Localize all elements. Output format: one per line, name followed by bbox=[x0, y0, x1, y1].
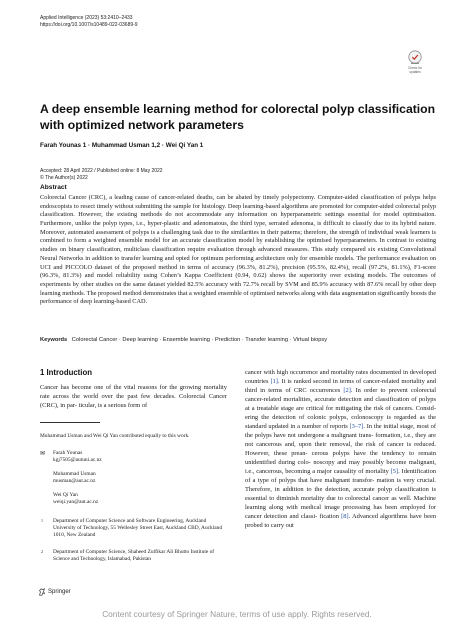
affiliation-item bbox=[40, 549, 230, 563]
section-heading-introduction: 1 Introduction bbox=[40, 368, 92, 377]
springer-horse-icon bbox=[38, 588, 46, 596]
intro-text: . It is ranked second in terms of cancer-related mortality and third in terms of CRC occurrences bbox=[245, 378, 436, 394]
author-email[interactable]: kgj7505@autuni.ac.nz bbox=[53, 457, 102, 464]
author-email[interactable]: musman@aut.ac.nz bbox=[53, 478, 96, 485]
journal-header bbox=[40, 15, 138, 29]
author-name: Wei Qi Yan bbox=[53, 492, 78, 498]
citation-link[interactable]: [2] bbox=[343, 387, 351, 394]
abstract-text: Colorectal Cancer (CRC), a leading cause of cancer-related deaths, can be abated by timely polypectomy. Computer-aided classification of polyps helps endoscopists to resect timely without submitting the sample for histology. Deep learning-based algorithms are promoted for computer-aided colorectal polyp classification. However, the existing methods do not accommodate any information on hyperparametric settings essential for model optimisation. Furthermore, unlike the polyp types, i.e., hyper-plastic and adenomatous, the third type, serrated adenoma, is difficult to classify due to its hybrid nature. Moreover, automated assessment of polyps is a challenging task due to the similarities in their patterns; therefore, the strength of individual weak learners is combined to form a weighted ensemble model for an accurate classification model by establishing the optimised hyperparameters. In contrast to existing studies on binary classification, multiclass classification require evaluation through advanced measures. This study compared six existing Convolutional Neural Networks in addition to transfer learning and opted for optimum performing architecture only for ensemble models. The performance evaluation on UCI and PICCOLO dataset of the proposed method in terms of accuracy (96.3%, 81.2%), precision (95.5%, 82.4%), recall (97.2%, 81.1%), F1-score (96.3%, 81.3%) and model reliability using Cohen’s Kappa Coefficient (0.94, 0.62) shows the superiority over existing models. The outcomes of experiments by other studies on the same dataset yielded 82.5% accuracy with 72.7% recall by SVM and 85.9% accuracy with 87.6% recall by other deep learning methods. The proposed method demonstrates that a weighted ensemble of optimised networks along with data augmentation significantly boosts the performance of deep learning-based CAD. bbox=[40, 194, 436, 306]
affiliation-number: 1 bbox=[41, 518, 43, 523]
keywords-list: Colorectal Cancer · Deep learning · Ensemble learning · Prediction · Transfer learning · Virtual biopsy bbox=[71, 337, 328, 343]
intro-left-column: Cancer has become one of the vital reasons for the growing mortality rate across the world over the past few decades. Colorectal Cancer (CRC), in par- ticular, is a serious form of bbox=[40, 384, 227, 409]
correspondence-item bbox=[40, 492, 230, 506]
intro-text: cancer with high occurrence and mortality rates documented in developed countries bbox=[245, 369, 436, 385]
envelope-icon: ✉ bbox=[40, 450, 46, 457]
article-dates bbox=[40, 168, 163, 182]
footnote-divider bbox=[40, 422, 100, 423]
author-email[interactable]: weiqi.yan@aut.ac.nz bbox=[53, 499, 99, 506]
copyright-line: © The Author(s) 2022 bbox=[40, 175, 88, 181]
keywords bbox=[40, 337, 327, 343]
accepted-published-dates: Accepted: 28 April 2022 / Published online: 8 May 2022 bbox=[40, 168, 163, 174]
citation-link[interactable]: [8] bbox=[341, 513, 349, 520]
check-updates-icon bbox=[408, 50, 422, 66]
publisher-name: Springer bbox=[48, 589, 71, 595]
badge-line-1: Check for bbox=[408, 66, 422, 70]
correspondence-item bbox=[40, 450, 230, 464]
keywords-label: Keywords bbox=[40, 337, 68, 343]
citation-link[interactable]: [3–7] bbox=[349, 423, 364, 430]
author-list: Farah Younas 1 · Muhammad Usman 1,2 · Wei Qi Yan 1 bbox=[40, 142, 204, 149]
check-for-updates-badge[interactable] bbox=[402, 50, 428, 74]
affiliation-item bbox=[40, 518, 230, 540]
intro-text: . Identification of a type of polyps that have malignant transfor- mation is very crucial. Therefore, in addition to the detection, accurate polyp classification is essential to diminish mortality due to colorectal cancer as well. Machine learning along with medical image processing has been employed for cancer detection and classi- fication bbox=[245, 468, 436, 520]
intro-right-column bbox=[245, 368, 436, 530]
courtesy-notice: Content courtesy of Springer Nature, terms of use apply. Rights reserved. bbox=[102, 609, 372, 619]
intro-text: . In order to prevent colorectal cancer-related mortalities, accurate detection and classification of polyps at a treatable stage are critical for mitigating the risk of cancers. Consid- ering the detection of colonic polyps, colonoscopy is regarded as the standard updated in a number of reports bbox=[245, 387, 437, 430]
author-name: Muhammad Usman bbox=[53, 471, 96, 477]
journal-citation: Applied Intelligence (2023) 53:2410–2433 bbox=[40, 15, 133, 21]
publisher-logo bbox=[38, 588, 71, 596]
affiliation-number: 2 bbox=[41, 549, 43, 554]
article-title: A deep ensemble learning method for colorectal polyp classification with optimized network parameters bbox=[40, 102, 436, 132]
citation-link[interactable]: [5] bbox=[390, 468, 399, 475]
affiliation-text: Department of Computer Science and Software Engineering, Auckland University of Technology, 55 Wellesley Street East, Auckland CBD, Auckland 1010, New Zealand bbox=[53, 518, 223, 539]
contribution-note: Muhammad Usman and Wei Qi Yan contributed equally to this work. bbox=[40, 433, 190, 439]
citation-link[interactable]: [1] bbox=[270, 378, 278, 385]
author-name: Farah Younas bbox=[53, 450, 83, 456]
affiliation-text: Department of Computer Science, Shaheed Zulfikar Ali Bhutto Institute of Science and Technology, Islamabad, Pakistan bbox=[53, 549, 215, 563]
intro-text: . Advanced algorithms have been probed to carry out bbox=[245, 513, 436, 529]
abstract-heading: Abstract bbox=[40, 184, 67, 191]
intro-text: . In the initial stage, most of the polyps have not undergone a malignant trans- formation, i.e., they are not cancerous and, upon their removal, the risk of cancer is reduced. However, these prean- cerous polyps have the tendency to remain unidentified during colo- noscopy and may possibly become malignant, i.e., cancerous, becoming a major causality of mortality bbox=[245, 423, 436, 475]
badge-line-2: updates bbox=[409, 70, 421, 74]
correspondence-item bbox=[40, 471, 230, 485]
doi-link[interactable]: https://doi.org/10.1007/s10489-022-03689-9 bbox=[40, 22, 138, 28]
